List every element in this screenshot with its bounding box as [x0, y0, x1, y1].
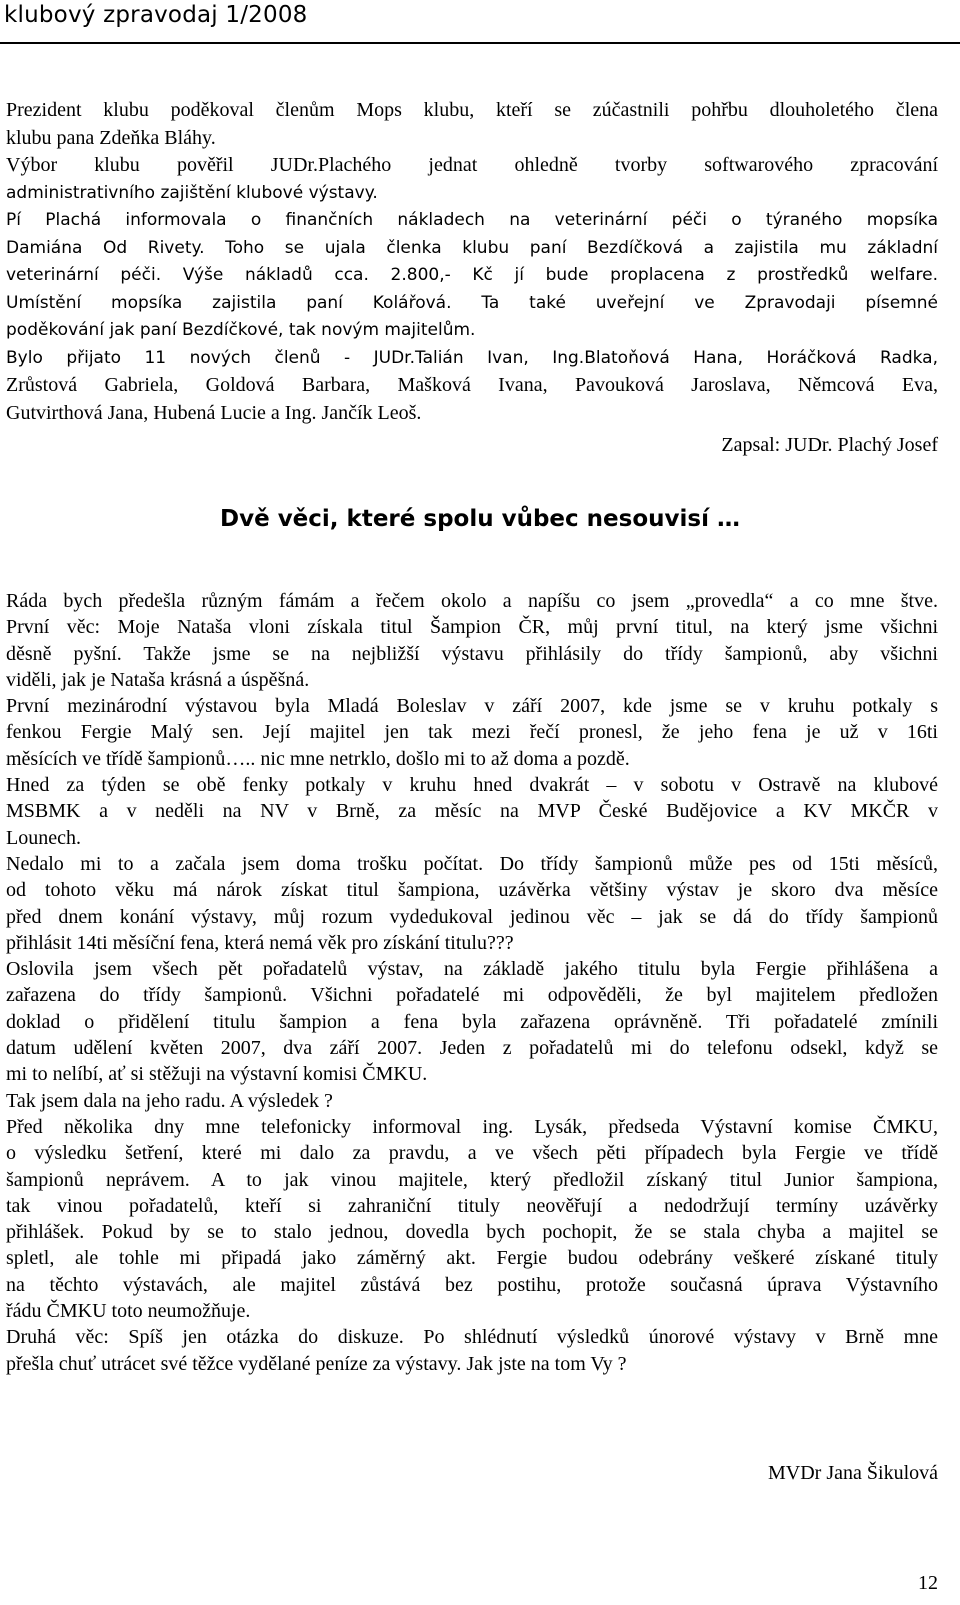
newsletter-title: klubový zpravodaj 1/2008 — [4, 2, 308, 28]
header-divider — [0, 42, 960, 44]
article-line: o výsledku šetření, které mi dalo za pravdu, a ve všech pěti případech byla Fergie ve třídě — [6, 1142, 938, 1165]
page-header — [0, 0, 960, 50]
article-line: Před několika dny mne telefonicky informoval ing. Lysák, předseda Výstavní komise ČMKU, — [6, 1115, 938, 1138]
report-line: Damiána Od Rivety. Toho se ujala členka klubu paní Bezdíčková a zajistila mu základní — [6, 237, 938, 258]
article-line: viděli, jak je Nataša krásná a úspěšná. — [6, 668, 310, 691]
report-line: klubu pana Zdeňka Bláhy. — [6, 126, 216, 149]
article-line: Nedalo mi to a začala jsem doma trošku počítat. Do třídy šampionů může pes od 15ti měsíců, — [6, 852, 938, 875]
article-line: přihlásit 14ti měsíční fena, která nemá věk pro získání titulu??? — [6, 931, 514, 954]
article-line: děsně pyšní. Takže jsme se na nejbližší výstavu přihlásily do třídy šampionů, aby všichni — [6, 642, 938, 665]
article-line: Oslovila jsem všech pět pořadatelů výstav, na základě jakého titulu byla Fergie přihlášena a — [6, 958, 938, 981]
article-line: Druhá věc: Spíš jen otázka do diskuze. Po shlédnutí výsledků únorové výstavy v Brně mne — [6, 1326, 938, 1349]
report-line: veterinární péči. Výše nákladů cca. 2.800,- Kč jí bude proplacena z prostředků welfare. — [6, 265, 938, 285]
article-line: fenkou Fergie Malý sen. Její majitel jen tak mezi řečí pronesl, že jeho fena je už v 16ti — [6, 721, 938, 744]
article-line: První věc: Moje Nataša vloni získala titul Šampion ČR, můj první titul, na který jsme všichni — [6, 616, 938, 639]
article-line: tak vinou pořadatelů, kteří si zahraniční tituly neověřují a nedodržují termíny uzávěrky — [6, 1194, 938, 1217]
report-signature: Zapsal: JUDr. Plachý Josef — [721, 434, 938, 456]
article-line: řádu ČMKU toto neumožňuje. — [6, 1300, 251, 1323]
report-line: Prezident klubu poděkoval členům Mops klubu, kteří se zúčastnili pohřbu dlouholetého člena — [6, 99, 938, 121]
club-report — [6, 97, 938, 427]
report-line: Zrůstová Gabriela, Goldová Barbara, Mašková Ivana, Pavouková Jaroslava, Němcová Eva, — [6, 374, 938, 396]
article-line: První mezinárodní výstavou byla Mladá Boleslav v září 2007, kde jsme se v kruhu potkaly s — [6, 695, 938, 718]
article-line: doklad o přidělení titulu šampion a fena byla zařazena oprávněně. Tři pořadatelé zmínili — [6, 1010, 938, 1033]
article-line: Lounech. — [6, 826, 81, 849]
report-line: Gutvirthová Jana, Hubená Lucie a Ing. Jančík Leoš. — [6, 401, 422, 424]
page-number: 12 — [918, 1572, 938, 1594]
report-line: Umístění mopsíka zajistila paní Kolářová. Ta také uveřejní ve Zpravodaji písemné — [6, 292, 938, 313]
article-signature: MVDr Jana Šikulová — [768, 1462, 938, 1484]
article-line: Hned za týden se obě fenky potkaly v kruhu hned dvakrát – v sobotu v Ostravě na klubové — [6, 774, 938, 797]
article-line: před dnem konání výstavy, můj rozum vydedukoval jedinou věc – jak se dá do třídy šampionů — [6, 905, 938, 928]
article-line: přešla chuť utrácet své těžce vydělané peníze za výstavy. Jak jste na tom Vy ? — [6, 1352, 627, 1375]
article-body — [6, 588, 938, 1377]
article-line: měsících ve třídě šampionů….. nic mne netrklo, došlo mi to až doma a pozdě. — [6, 747, 630, 770]
article-line: mi to nelíbí, ať si stěžuji na výstavní komisi ČMKU. — [6, 1063, 428, 1086]
article-line: zařazena do třídy šampionů. Všichni pořadatelé mi odpověděli, že byl majitelem předložen — [6, 984, 938, 1007]
article-title: Dvě věci, které spolu vůbec nesouvisí … — [220, 506, 740, 532]
article-line: od tohoto věku má nárok získat titul šampiona, uzávěrka většiny výstav je skoro dva měsíce — [6, 879, 938, 902]
article-line: Ráda bych předešla různým fámám a řečem okolo a napíšu co jsem „provedla“ a co mne štve. — [6, 590, 938, 612]
article-line: MSBMK a v neděli na NV v Brně, za měsíc na MVP České Budějovice a KV MKČR v — [6, 800, 938, 823]
report-line: administrativního zajištění klubové výstavy. — [6, 182, 378, 203]
report-line: Výbor klubu pověřil JUDr.Plachého jednat ohledně tvorby softwarového zpracování — [6, 154, 938, 176]
article-line: šampionů neprávem. A to jak vinou majitele, který předložil získaný titul Junior šampiona, — [6, 1168, 938, 1191]
report-line: poděkování jak paní Bezdíčkové, tak novým majitelům. — [6, 320, 476, 340]
article-line: na těchto výstavách, ale majitel zůstává bez postihu, protože současná úprava Výstavního — [6, 1273, 938, 1296]
report-line: Bylo přijato 11 nových členů - JUDr.Talián Ivan, Ing.Blatoňová Hana, Horáčková Radka, — [6, 347, 938, 368]
article-line: datum udělení květen 2007, dva září 2007. Jeden z pořadatelů mi do telefonu odsekl, když se — [6, 1037, 938, 1060]
article-line: Tak jsem dala na jeho radu. A výsledek ? — [6, 1089, 333, 1112]
article-line: spletl, ale tohle mi připadá jako záměrný akt. Fergie budou odebrány veškeré získané tituly — [6, 1247, 938, 1270]
article-line: přihlášek. Pokud by se to stalo jednou, dovedla bych pochopit, že se stala chyba a majitel se — [6, 1221, 938, 1244]
report-line: Pí Plachá informovala o finančních nákladech na veterinární péči o týraného mopsíka — [6, 210, 938, 230]
